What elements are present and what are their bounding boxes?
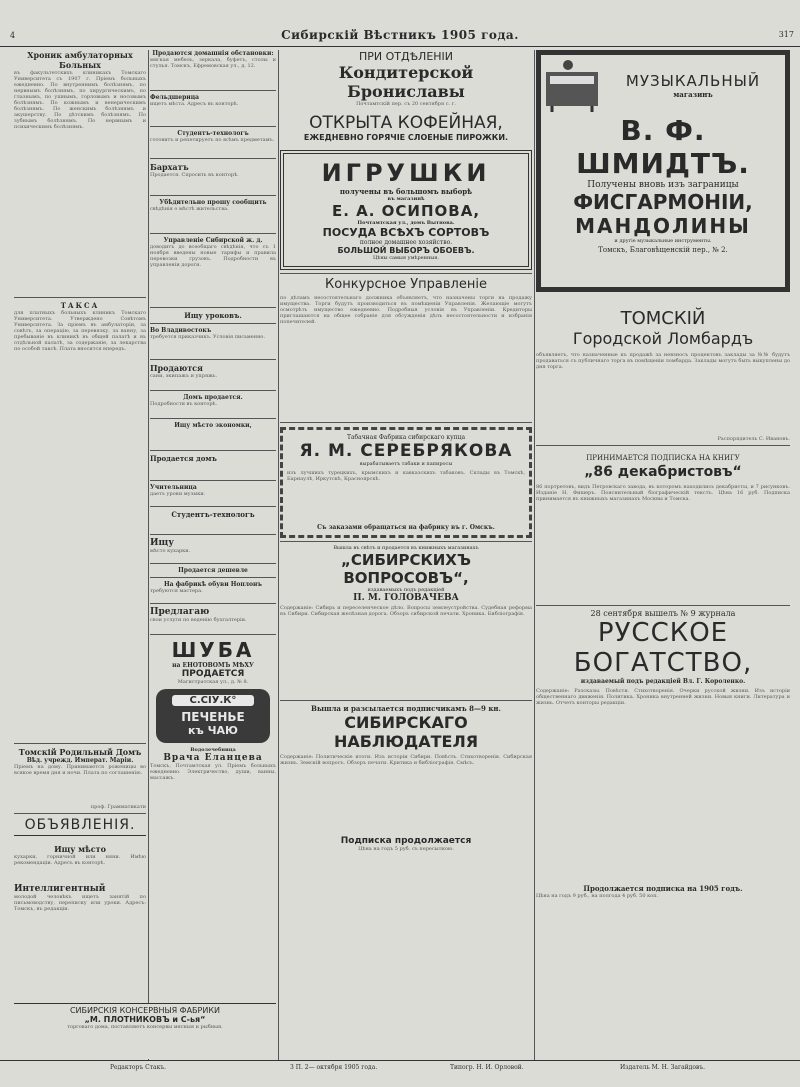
page-mark: 4: [10, 31, 16, 40]
cookie-brand: С.СІУ.К°: [172, 695, 254, 706]
doctor-heading: Водолечебница: [190, 747, 236, 753]
doctor-body: Томскъ, Почтамтская ул. Прiемъ больныхъ ежедневно. Электричество, души, ванны, массажъ.: [150, 763, 276, 781]
confect-sub: Почтамтскiй пер. съ 20 сентября с. г.: [356, 101, 456, 107]
maternity-body: Прiемъ на дому. Принимаются роженицы во всякое время дня и ночи. Плата по соглашенiю.: [14, 764, 146, 776]
divider: [536, 605, 790, 606]
coffee-title: ОТКРЫТА КОФЕЙНАЯ,: [309, 113, 503, 133]
tax-body: для платныхъ больныхъ клиникъ Томскаго Университета. Утверждено Совѣтомъ Университета. За прiемъ въ амбулаторiи, за совѣтъ, за операцiю, за перевязку, за ванну, за пребыванiе въ клиникѣ въ общей палатѣ и въ отдѣльной палатѣ, за содержанiе, за лекарства по особой таксѣ. Плата вносится впередъ.: [14, 310, 146, 352]
divider: [14, 743, 146, 744]
observer-top: Вышла и разсылается подписчикамъ 8—9 кн.: [311, 704, 501, 713]
music-name: В. Ф. ШМИДТЪ.: [576, 114, 750, 180]
music-note: и другiе музыкальные инструменты.: [614, 238, 712, 244]
issues-sub: издаваемыхъ подъ редакцiей: [367, 587, 445, 593]
ad-factory-body: требуются мастера.: [150, 588, 203, 594]
doctor-name: Врача Еланцева: [163, 753, 263, 763]
pawn-title: ТОМСКІЙ: [620, 308, 706, 329]
maternity-sign: проф. Грамматикати: [90, 804, 146, 810]
ad-house-body: Подробности въ конторѣ.: [150, 401, 218, 407]
contest-body: по дѣламъ несостоятельнаго должника объявляетъ, что назначены торги на продажу имущества. Торги будутъ производиться въ помѣщенiи Управленiя. Желающiе могутъ осмотрѣть имущество ежедневно. Подробныя условiя въ Управленiи. Кредиторы приглашаются на общее собранiе для обсужденiя дѣлъ несостоятельности и избранiя попечителей.: [280, 295, 532, 325]
divider: [150, 359, 276, 360]
filler-text: [150, 463, 276, 477]
ad-vladivostok-body: требуется приказчикъ. Условiя письменно.: [150, 334, 266, 340]
tobacco-ad: [280, 427, 532, 538]
ad-sale-body: сани, экипажъ и упряжь.: [150, 373, 218, 379]
divider: [150, 634, 276, 635]
page-footer: [0, 1060, 800, 1075]
ad-student2-title: Студентъ-технологъ: [171, 510, 255, 519]
ad-sale-title: Продаются: [150, 363, 203, 373]
ad-notice-title: Убѣдительно прошу сообщить: [159, 199, 267, 206]
issues-body: Содержанiе: Сибирь и переселенческое дѣло. Вопросы землеустройства. Судебная реформа въ Сибири. Сибирская желѣзная дорога. Обзоръ сибирской печати. Хроника. Библiографiя.: [280, 605, 532, 617]
ad-clinic-title: Хроник амбулаторных Больных: [27, 50, 133, 70]
column-3: [280, 50, 532, 1050]
cannery-line1: СИБИРСКІЯ КОНСЕРВНЫЯ ФАБРИКИ: [69, 1006, 221, 1015]
column-4: [536, 50, 790, 1050]
ad-student-body: готовитъ и репетируетъ по всѣмъ предметамъ.: [150, 137, 275, 143]
ads-heading: ОБЪЯВЛЕНІЯ.: [14, 817, 146, 836]
divider: [280, 700, 532, 701]
issues-title: „СИБИРСКИХЪ ВОПРОСОВЪ“,: [341, 551, 471, 587]
contest-title: Конкурсное Управленіе: [325, 277, 487, 292]
divider: [150, 233, 276, 234]
divider: [150, 480, 276, 481]
divider: [150, 450, 276, 451]
divider: [150, 506, 276, 507]
maternity-subtitle: Вѣд. учрежд. Императ. Маріи.: [26, 757, 134, 764]
book-body: 86 портретовъ, видъ Петровскаго завода, въ которомъ находились декабристы, и 7 рисунковъ. Изданiе Н. Фишеръ. Пояснительный бiографическiй текстъ. Цѣна 16 руб. Подписка принимается въ книжныхъ магазинахъ Москвы и Томска.: [536, 484, 790, 502]
page-title: Сибирскій Вѣстникъ 1905 года.: [281, 28, 519, 42]
music-header: [544, 58, 782, 112]
tobacco-body: изъ лучшихъ турецкихъ, крымскихъ и кавказскихъ табаковъ. Склады въ Томскѣ, Барнаулѣ, Иркутскѣ, Красноярскѣ.: [287, 470, 525, 482]
ad-furniture-body: мягкая мебель, зеркала, буфетъ, столы и стулья. Томскъ, Ефремовская ул., д. 12.: [150, 57, 276, 69]
ad-teacher-body: даетъ уроки музыки.: [150, 491, 206, 497]
divider: [150, 577, 276, 578]
footer-printer: Типогр. Н. И. Орловой.: [450, 1064, 524, 1071]
ad-intel-title: Интеллигентный: [14, 884, 106, 894]
ad-clinic-body: въ факультетскихъ клиникахъ Томскаго Университета съ 1907 г. Прiемъ больныхъ ежедневно. По внутреннимъ болѣзнямъ, по нервнымъ болѣзнямъ, по хирургическимъ, по глазнымъ, по ушнымъ, горловымъ и носовымъ болѣзнямъ. По кожнымъ и венерическимъ болѣзнямъ. По женскимъ болѣзнямъ и акушерству. По дѣтскимъ болѣзнямъ. По зубнымъ болѣзнямъ. По нервнымъ и психическимъ болѣзнямъ.: [14, 70, 146, 130]
ad-cook-title: Ищу: [150, 538, 175, 548]
wealth-price: Цѣна на годъ 9 руб., на полгода 4 руб. 50 коп.: [536, 893, 659, 899]
toys-sub: получены въ большомъ выборѣ: [339, 187, 473, 196]
filler-text: [150, 429, 276, 447]
observer-price: Цѣна на годъ 5 руб. съ пересылкою.: [358, 846, 454, 852]
column-2: [150, 50, 276, 1050]
toys-wallpaper: БОЛЬШОЙ ВЫБОРЪ ОБОЕВЪ.: [337, 246, 475, 255]
tobacco-contact: Съ заказами обращаться на фабрику въ г. Омскъ.: [317, 524, 495, 531]
tobacco-top: Табачная Фабрика сибирскаго купца: [346, 434, 466, 441]
cannery-line2: „М. ПЛОТНИКОВЪ и С-ья“: [84, 1015, 206, 1024]
toys-prices: Цѣны самыя умѣренныя.: [372, 255, 440, 261]
column-divider: [148, 50, 149, 1060]
toys-home: полное домашнее хозяйство.: [359, 239, 453, 246]
divider: [280, 273, 532, 274]
pawn-body: объявляетъ, что назначенные къ продажѣ за невзносъ процентовъ заклады за №№ будутъ продаваться съ публичнаго торга въ помѣщенiи ломбарда. Заклады могутъ быть выкуплены до дня торга.: [536, 352, 790, 370]
tax-title: ТАКСА: [60, 301, 100, 310]
fur-sale: ПРОДАЕТСЯ: [181, 669, 245, 679]
divider: [150, 195, 276, 196]
toys-title: ИГРУШКИ: [321, 159, 491, 187]
confect-title: Кондитерской Брониславы: [338, 63, 474, 101]
divider: [150, 418, 276, 419]
fur-address: Магистратская ул., д. № 8.: [177, 679, 249, 685]
ad-job-title: Ищу мѣсто: [54, 844, 106, 854]
ad-furniture-title: Продаются домашнія обстановки:: [152, 50, 274, 57]
ad-bakery-title: Бархатъ: [150, 162, 189, 172]
column-divider: [278, 50, 279, 1060]
tobacco-name: Я. М. СЕРЕБРЯКОВА: [299, 441, 513, 461]
music-store: магазинъ: [673, 89, 713, 99]
ad-feldsher-title: Фельдшерица: [150, 94, 200, 101]
footer-editor: Редакторъ Стакъ.: [110, 1064, 167, 1071]
footer-date: 3 П. 2— октября 1905 года.: [290, 1064, 378, 1071]
divider: [150, 390, 276, 391]
observer-sub: Подписка продолжается: [340, 836, 472, 846]
ad-bakery-body: Продается. Спросить въ конторѣ.: [150, 172, 239, 178]
ad-admin-title: Управленіе Сибирской ж. д.: [163, 237, 263, 244]
ad-admin-body: доводитъ до всеобщаго свѣдѣнiя, что съ 1 ноября введены новые тарифы и правила перевозки грузовъ. Подробности въ управленiи дороги.: [150, 244, 276, 268]
toys-store: въ магазинѣ: [387, 196, 425, 202]
divider: [150, 90, 276, 91]
page-header: [0, 28, 800, 47]
divider: [150, 534, 276, 535]
divider: [150, 563, 276, 564]
column-divider: [534, 50, 535, 1060]
observer-body: Содержанiе: Политическiе итоги. Изъ исторiи Сибири. Повѣсть. Стихотворенiя. Сибирская жизнь. Земскiй вопросъ. Обзоръ печати. Критика и библiографiя. Смѣсь.: [280, 754, 532, 766]
pawn-subtitle: Городской Ломбардъ: [572, 329, 754, 348]
tobacco-sub: вырабатываетъ табаки и папиросы: [359, 461, 453, 467]
cannery-line3: торговаго дома, поставляютъ консервы мясныя и рыбныя.: [67, 1024, 223, 1030]
confect-top: ПРИ ОТДѢЛЕНІИ: [358, 50, 454, 63]
divider: [150, 158, 276, 159]
music-received: Получены вновь изъ заграницы: [587, 180, 739, 190]
ad-notice-body: свѣдѣнiя о мѣстѣ жительства.: [150, 206, 229, 212]
divider: [280, 541, 532, 542]
ad-cook-body: мѣсто кухарки.: [150, 548, 191, 554]
toys-ad: [280, 150, 532, 270]
divider: [150, 307, 276, 308]
maternity-title: Томскій Родильный Домъ: [18, 747, 142, 757]
filler-text: [150, 519, 276, 531]
divider: [150, 323, 276, 324]
divider: [280, 422, 532, 423]
divider: [150, 126, 276, 127]
music-harmonium: ФИСГАРМОНІИ,: [573, 190, 753, 214]
issues-top: Вышла въ свѣтъ и продается въ книжныхъ магазинахъ: [333, 545, 479, 551]
coffee-sub: ЕЖЕДНЕВНО ГОРЯЧІЕ СЛОЕНЫЕ ПИРОЖКИ.: [303, 133, 509, 142]
pawn-sign: Распорядитель С. Ивановъ.: [717, 436, 790, 442]
ad-place-title: Ищу мѣсто экономки,: [174, 422, 252, 429]
ad-vladivostok-title: Во Владивостокъ: [150, 327, 212, 334]
divider: [536, 445, 790, 446]
divider: [150, 603, 276, 604]
wealth-sub2: Продолжается подписка на 1905 годъ.: [583, 884, 743, 893]
fur-title: ШУБА: [171, 638, 255, 662]
wealth-top: 28 сентября вышелъ № 9 журнала: [590, 609, 736, 618]
ad-teacher-title: Учительница: [150, 484, 197, 491]
divider: [14, 813, 146, 814]
column-1: [14, 50, 146, 1050]
ad-factory-title: На фабрикѣ обуви Ноплонъ: [163, 581, 263, 588]
ad-intel-body: молодой человѣкъ ищетъ занятiй по письмоводству, переписку или уроки. Адресъ: Томскъ, въ редакцiи.: [14, 894, 146, 912]
page-number: 317: [778, 30, 794, 39]
toys-dishes: ПОСУДА ВСѢХЪ СОРТОВЪ: [322, 226, 490, 239]
fur-subtitle: на ЕНОТОВОМЪ МѢХУ: [172, 662, 254, 669]
ad-offer-body: свои услуги по веденiю бухгалтерiи.: [150, 617, 247, 623]
cookie-ad: [156, 689, 270, 743]
issues-editor: П. М. ГОЛОВАЧЕВА: [353, 593, 459, 603]
cookie-product: ПЕЧЕНЬЕ: [181, 710, 245, 724]
ad-sold-title: Продается дешевле: [178, 567, 248, 574]
divider: [14, 297, 146, 298]
book-top: ПРИНИМАЕТСЯ ПОДПИСКА НА КНИГУ: [586, 454, 740, 462]
ad-rooms-title: Ищу уроковъ.: [184, 311, 242, 320]
music-ad: [536, 50, 790, 292]
toys-name: Е. А. ОСИПОВА,: [331, 202, 481, 220]
book-title: „86 декабристовъ“: [584, 464, 742, 480]
ad-feldsher-body: ищетъ мѣста. Адресъ въ конторѣ.: [150, 101, 239, 107]
toys-addr: Почтамтская ул., домъ Вытнова.: [357, 220, 455, 226]
ad-job-body: кухарки, горничной или няни. Имѣю рекомендацiи. Адресъ въ конторѣ.: [14, 854, 146, 866]
ad-sale2-title: Продается домъ: [150, 454, 217, 463]
footer-publisher: Издатель М. Н. Загайдовъ.: [620, 1064, 706, 1071]
ad-offer-title: Предлагаю: [150, 607, 210, 617]
music-addr: Томскъ, Благовѣщенскiй пер., № 2.: [598, 246, 728, 254]
piano-icon: [544, 58, 604, 112]
wealth-body: Содержанiе: Разсказы. Повѣсти. Стихотворенiя. Очерки русской жизни. Изъ исторiи общественнаго движенiя. Политика. Хроника внутренней жизни. Новыя книги. Литература и жизнь. Отчетъ конторы редакцiи.: [536, 688, 790, 706]
observer-title: СИБИРСКАГО НАБЛЮДАТЕЛЯ: [333, 713, 479, 751]
wealth-title: РУССКОЕ БОГАТСТВО,: [573, 618, 753, 678]
music-mandolins: МАНДОЛИНЫ: [575, 214, 751, 238]
ad-student-title: Студентъ-технологъ: [177, 130, 249, 137]
ad-house-title: Домъ продается.: [183, 394, 243, 401]
wealth-subtitle: издаваемый подъ редакцiей Вл. Г. Короленко.: [580, 678, 746, 685]
cookie-tea: къ ЧАЮ: [188, 724, 238, 737]
cannery-ad: [14, 1003, 276, 1059]
music-heading: МУЗЫКАЛЬНЫЙ: [625, 71, 761, 90]
